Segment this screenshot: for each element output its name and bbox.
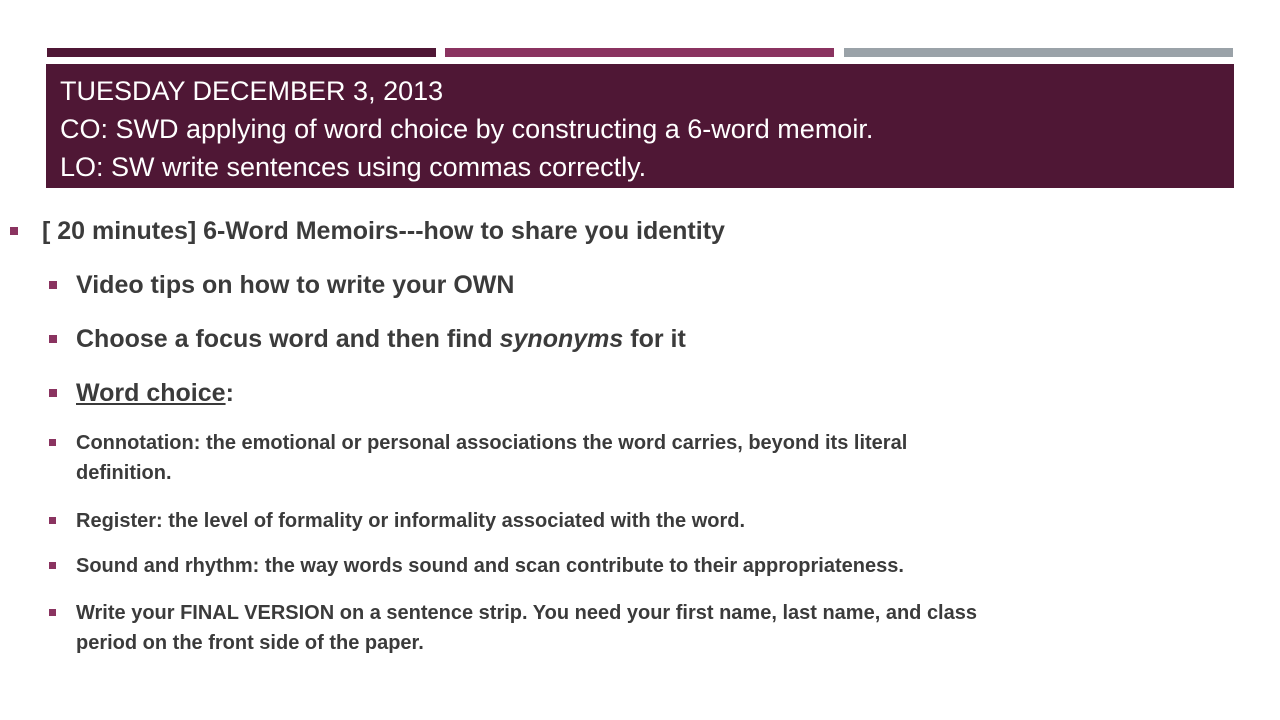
list-item-sound-rhythm	[76, 551, 904, 581]
list-item-text: Video tips on how to write your OWN	[76, 271, 515, 299]
title-date: TUESDAY DECEMBER 3, 2013	[60, 76, 444, 106]
list-item-video-tips	[76, 270, 514, 300]
connotation-line-1: Connotation: the emotional or personal associations the word carries, beyond its literal	[76, 432, 908, 454]
final-version-line-2: period on the front side of the paper.	[76, 632, 424, 654]
list-item-text	[76, 324, 686, 354]
focus-word-suffix: for it	[623, 325, 686, 353]
list-item-final-version	[76, 598, 977, 658]
list-item-text: Sound and rhythm: the way words sound and scan contribute to their appropriateness.	[76, 555, 904, 577]
list-item-connotation	[76, 428, 907, 488]
square-bullet-icon	[49, 609, 56, 616]
square-bullet-icon	[49, 389, 57, 397]
list-item-focus-word	[76, 324, 686, 354]
list-item-word-choice	[76, 378, 234, 408]
square-bullet-icon	[49, 335, 57, 343]
square-bullet-icon	[10, 227, 18, 235]
list-item-text: [ 20 minutes] 6-Word Memoirs---how to share you identity	[42, 217, 725, 245]
word-choice-colon: :	[225, 379, 234, 407]
list-item-main	[42, 216, 725, 246]
focus-word-prefix: Choose a focus word and then find	[76, 325, 500, 353]
square-bullet-icon	[49, 281, 57, 289]
list-item-text: Register: the level of formality or informality associated with the word.	[76, 510, 746, 532]
connotation-line-2: definition.	[76, 462, 172, 484]
accent-bar-magenta	[445, 48, 834, 57]
square-bullet-icon	[49, 562, 56, 569]
accent-bar-dark	[47, 48, 436, 57]
title-box	[46, 64, 1234, 188]
word-choice-label: Word choice	[76, 379, 226, 407]
title-content-objective: CO: SWD applying of word choice by constructing a 6-word memoir.	[60, 114, 874, 144]
focus-word-synonyms: synonyms	[499, 325, 624, 353]
title-language-objective: LO: SW write sentences using commas correctly.	[60, 152, 647, 182]
list-item-text	[76, 378, 234, 408]
accent-bar-gray	[844, 48, 1233, 57]
list-item-register	[76, 506, 745, 536]
final-version-line-1: Write your FINAL VERSION on a sentence strip. You need your first name, last name, and class	[76, 602, 977, 624]
square-bullet-icon	[49, 517, 56, 524]
square-bullet-icon	[49, 439, 56, 446]
